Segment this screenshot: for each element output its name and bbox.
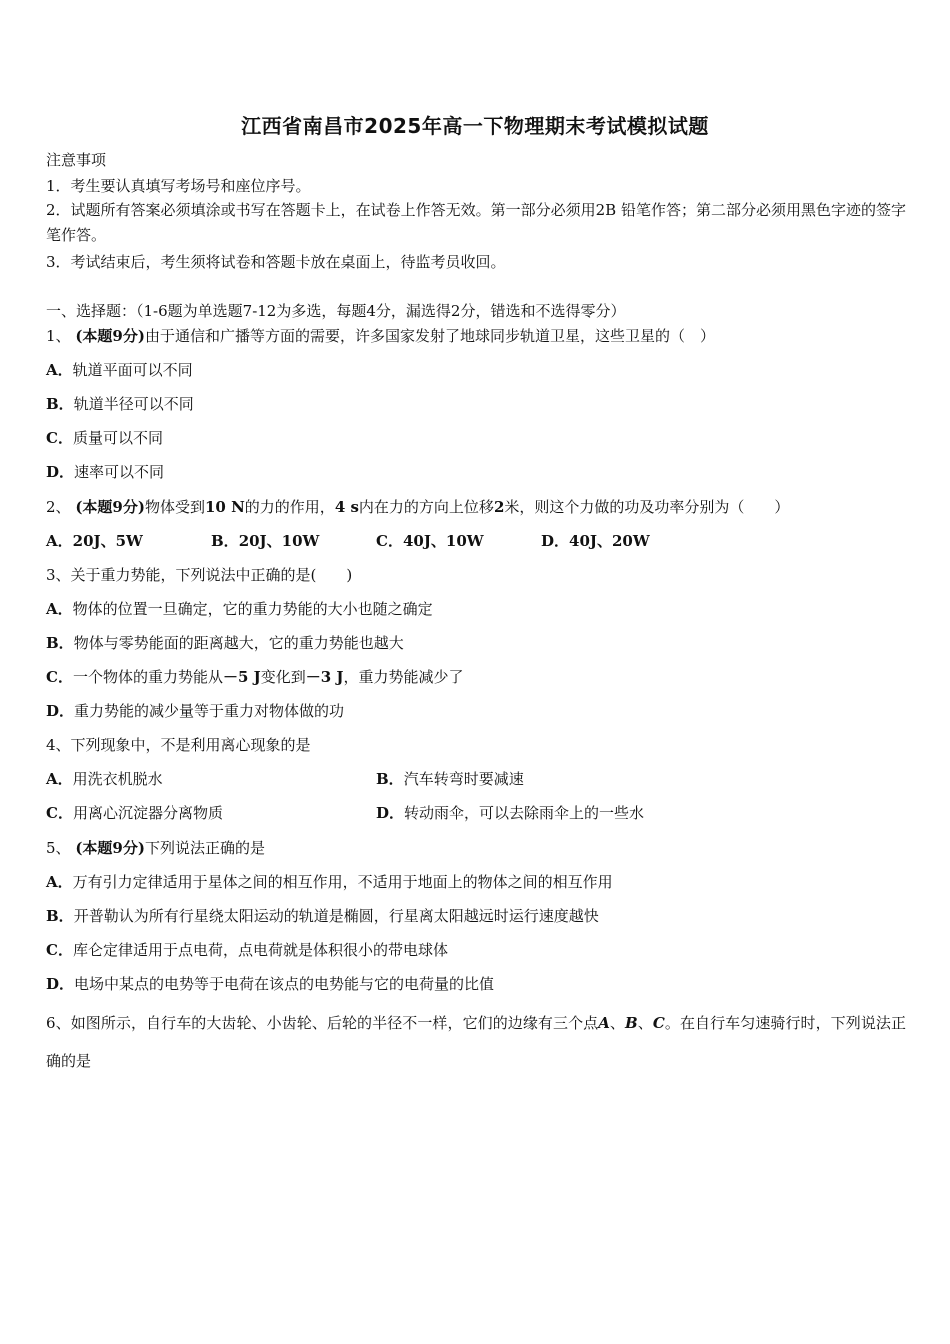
q5-option-b: B．开普勒认为所有行星绕太阳运动的轨道是椭圆，行星离太阳越远时运行速度越快 <box>46 907 599 925</box>
question-tag: (本题9分) <box>75 839 145 857</box>
q5-option-c: C．库仑定律适用于点电荷，点电荷就是体积很小的带电球体 <box>46 941 448 959</box>
question-number: 1、 <box>46 327 71 345</box>
q3-option-d: D．重力势能的减少量等于重力对物体做的功 <box>46 702 345 720</box>
q5-option-a: A．万有引力定律适用于星体之间的相互作用，不适用于地面上的物体之间的相互作用 <box>46 873 613 891</box>
question-number: 2、 <box>46 498 71 516</box>
q3-option-a: A．物体的位置一旦确定，它的重力势能的大小也随之确定 <box>46 600 433 618</box>
question-4: 4、下列现象中，不是利用离心现象的是 <box>46 736 311 754</box>
question-tag: (本题9分) <box>75 327 145 345</box>
question-6: 6、如图所示，自行车的大齿轮、小齿轮、后轮的半径不一样，它们的边缘有三个点A、B、C。在自行车匀速骑行时，下列说法正确的是 <box>46 1014 906 1070</box>
q5-option-d: D．电场中某点的电势等于电荷在该点的电势能与它的电荷量的比值 <box>46 975 495 993</box>
question-stem: 由于通信和广播等方面的需要，许多国家发射了地球同步轨道卫星，这些卫星的（ ） <box>144 327 715 345</box>
q3-option-b: B．物体与零势能面的距离越大，它的重力势能也越大 <box>46 634 404 652</box>
q4-option-b: B．汽车转弯时要减速 <box>376 770 524 788</box>
question-tag: (本题9分) <box>75 498 145 516</box>
question-number: 5、 <box>46 839 71 857</box>
q1-option-b: B．轨道半径可以不同 <box>46 395 194 413</box>
q4-option-d: D．转动雨伞，可以去除雨伞上的一些水 <box>376 804 645 822</box>
question-5 <box>46 838 265 858</box>
section-heading: 一、选择题：（1-6题为单选题7-12为多选，每题4分，漏选得2分，错选和不选得零分） <box>46 302 626 320</box>
q1-option-a: A．轨道平面可以不同 <box>46 361 193 379</box>
notice-item-2: 2．试题所有答案必须填涂或书写在答题卡上，在试卷上作答无效。第一部分必须用2B 铅笔作答；第二部分必须用黑色字迹的签字笔作答。 <box>46 201 906 244</box>
q4-option-c: C．用离心沉淀器分离物质 <box>46 804 223 822</box>
page-title: 江西省南昌市2025年高一下物理期末考试模拟试题 <box>241 114 709 138</box>
notice-item-1: 1．考生要认真填写考场号和座位序号。 <box>46 177 311 195</box>
question-1 <box>46 326 715 346</box>
q1-option-c: C．质量可以不同 <box>46 429 163 447</box>
question-3: 3、关于重力势能，下列说法中正确的是( ) <box>46 566 353 584</box>
q2-option-d: D．40J、20W <box>541 532 650 550</box>
question-stem: 下列说法正确的是 <box>144 839 265 857</box>
q3-option-c: C．一个物体的重力势能从－5 J变化到－3 J，重力势能减少了 <box>46 668 464 686</box>
q2-option-b: B．20J、10W <box>211 532 320 550</box>
q4-option-a: A．用洗衣机脱水 <box>46 770 163 788</box>
notice-item-3: 3．考试结束后，考生须将试卷和答题卡放在桌面上，待监考员收回。 <box>46 253 506 271</box>
question-2: 2、 (本题9分)物体受到10 N的力的作用，4 s内在力的方向上位移2米，则这个力做的功及功率分别为（ ） <box>46 498 790 516</box>
notice-heading: 注意事项 <box>46 151 107 169</box>
q2-option-c: C．40J、10W <box>376 532 484 550</box>
q1-option-d: D．速率可以不同 <box>46 463 165 481</box>
q2-option-a: A．20J、5W <box>46 532 143 550</box>
